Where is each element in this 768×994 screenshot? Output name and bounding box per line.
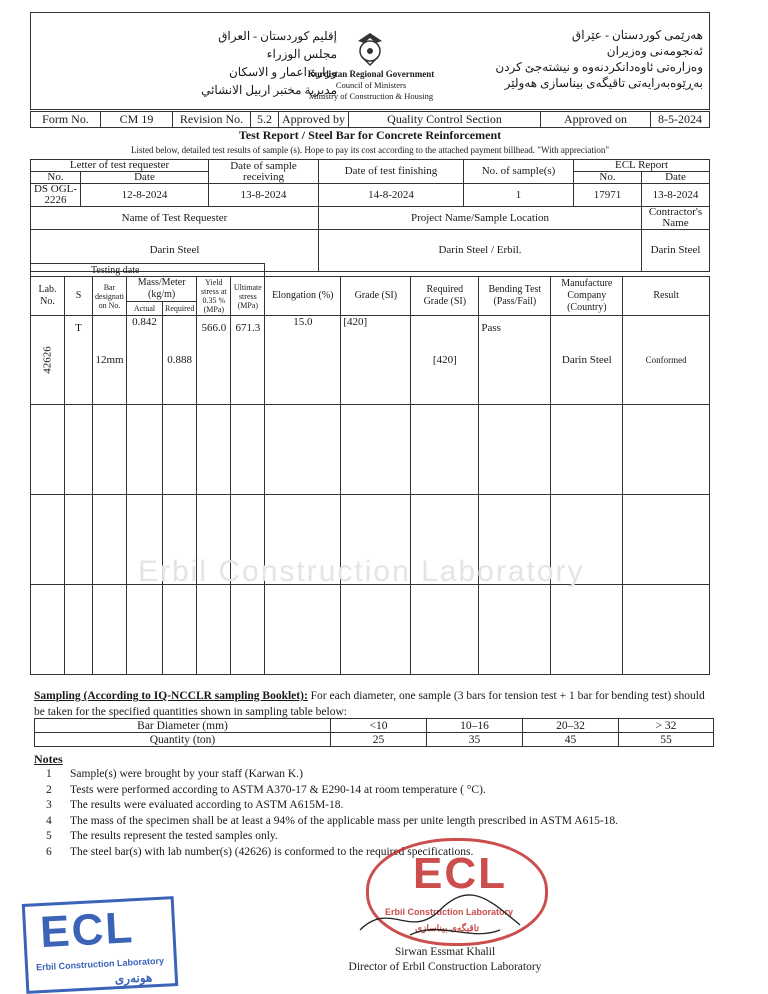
blue-stamp-sub: هونەری (114, 970, 153, 987)
samples-label: No. of sample(s) (464, 160, 574, 184)
table-row (31, 405, 710, 495)
header-line: Ministry of Construction & Housing (308, 91, 434, 101)
qty-cell: 55 (619, 733, 714, 747)
manufacturer-value: Darin Steel (551, 316, 623, 405)
diam-label: Bar Diameter (mm) (35, 719, 331, 733)
table-row (31, 316, 710, 405)
note-item: 6 The steel bar(s) with lab number(s) (42626) is conformed to the required specifications. (46, 845, 474, 858)
col-required: Required (163, 302, 197, 316)
col-req-grade: Required Grade (SI) (411, 277, 479, 316)
krg-emblem-icon (350, 29, 390, 69)
krg-header (276, 29, 466, 102)
diam-cell: <10 (331, 719, 427, 733)
signature-icon (350, 880, 540, 950)
contractor-label: Contractor's Name (642, 207, 710, 230)
col-mass: Mass/Meter (kg/m) (127, 277, 197, 302)
note-item: 2 Tests were performed according to ASTM A370-17 & E290-14 at room temperature ( °C). (46, 783, 486, 796)
request-info-table (30, 159, 710, 272)
ecl-date: 13-8-2024 (642, 184, 710, 207)
letter-label: Letter of test requester (31, 160, 209, 172)
project: Darin Steel / Erbil. (319, 230, 642, 272)
red-stamp-sub: تاقیگەی بیناسازی (415, 923, 479, 933)
red-stamp-text: Erbil Construction Laboratory (385, 907, 514, 917)
col-manufacturer: Manufacture Company (Country) (551, 277, 623, 316)
sampling-heading: Sampling (According to IQ-NCCLR sampling Booklet): (34, 690, 308, 702)
sampling-text (34, 688, 714, 720)
form-no: CM 19 (101, 112, 173, 128)
revision-label: Revision No. (173, 112, 251, 128)
note-item: 3 The results were evaluated according to ASTM A615M-18. (46, 799, 344, 811)
signatory-name: Sirwan Essmat Khalil (394, 946, 496, 958)
requester-label: Name of Test Requester (31, 207, 319, 230)
qty-cell: 25 (331, 733, 427, 747)
col-yield: Yield stress at 0.35 % (MPa) (197, 277, 231, 316)
receiving-date: 13-8-2024 (209, 184, 319, 207)
diam-cell: 20–32 (523, 719, 619, 733)
grade-value: [420] (341, 316, 411, 405)
header-line: Council of Ministers (335, 80, 407, 90)
diam-cell: 10–16 (427, 719, 523, 733)
approved-by-label: Approved by (279, 112, 349, 128)
letter-date: 12-8-2024 (81, 184, 209, 207)
ecl-no: 17971 (574, 184, 642, 207)
receiving-label: Date of sample receiving (209, 160, 319, 184)
note-item: 4 The mass of the specimen shall be at least a 94% of the applicable mass per unite length prescribed in ASTM A615-18. (46, 814, 619, 827)
finishing-date: 14-8-2024 (319, 184, 464, 207)
col-bending: Bending Test (Pass/Fail) (479, 277, 551, 316)
letterhead (30, 12, 710, 110)
watermark: Erbil Construction Laboratory (138, 555, 585, 588)
table-row (31, 585, 710, 675)
lab-no-cell (31, 316, 65, 405)
letter-date-label: Date (81, 172, 209, 184)
signature-block (340, 945, 550, 975)
approved-by: Quality Control Section (349, 112, 541, 128)
diam-cell: > 32 (619, 719, 714, 733)
note-item: 1 Sample(s) were brought by your staff (Karwan K.) (46, 768, 303, 780)
elongation-value: 15.0 (265, 316, 341, 405)
kurdish-header (493, 27, 703, 91)
ecl-label: ECL Report (574, 160, 710, 172)
yield-value: 566.0 (197, 316, 231, 405)
blue-stamp (22, 896, 179, 994)
contractor: Darin Steel (642, 230, 710, 272)
col-result: Result (623, 277, 710, 316)
col-elongation: Elongation (%) (265, 277, 341, 316)
qty-cell: 45 (523, 733, 619, 747)
form-info-row (30, 111, 710, 128)
ecl-no-label: No. (574, 172, 642, 184)
col-s: S (65, 277, 93, 316)
header-line: هەرێمی کوردستان - عێراق (571, 28, 703, 42)
header-line: مديرية مختبر اربيل الانشائي (201, 83, 337, 97)
header-line: ئەنجومەنی وەزیران (606, 44, 703, 58)
lab-no: 42626 (41, 346, 54, 374)
signatory-title: Director of Erbil Construction Laboratory (348, 961, 542, 973)
col-lab-no: Lab. No. (31, 277, 65, 316)
header-line: وەزارەتی ئاوەدانکردنەوە و نیشتەجێ کردن (495, 60, 703, 74)
bar-value: 12mm (93, 316, 127, 405)
sample-count: 1 (464, 184, 574, 207)
bending-value: Pass (479, 316, 551, 405)
notes-list (46, 767, 726, 860)
req-grade-value: [420] (411, 316, 479, 405)
notes-heading: Notes (34, 752, 63, 766)
required-mass: 0.888 (163, 316, 197, 405)
col-bar: Bar designati on No. (93, 277, 127, 316)
report-title: Test Report / Steel Bar for Concrete Reinforcement (238, 128, 502, 142)
blue-stamp-logo: ECL (38, 903, 136, 958)
results-table (30, 263, 710, 675)
report-subtitle: Listed below, detailed test results of sample (s). Hope to pay its cost according to the attached payment billhead. "With appreciation" (130, 145, 609, 155)
ultimate-value: 671.3 (231, 316, 265, 405)
header-line: وزارة اعمار و الاسكان (228, 65, 337, 79)
s-value: T (65, 316, 93, 405)
sampling-body: For each diameter, one sample (3 bars for tension test + 1 bar for bending test) should be taken for the specified quantities shown in sampling table below: (34, 690, 705, 718)
approved-on-label: Approved on (541, 112, 651, 128)
red-stamp-logo: ECL (413, 849, 507, 898)
header-line: إقليم كوردستان - العراق (218, 29, 337, 43)
actual-mass: 0.842 (127, 316, 163, 405)
col-actual: Actual (127, 302, 163, 316)
header-line: مجلس الوزراء (266, 47, 337, 61)
finishing-label: Date of test finishing (319, 160, 464, 184)
sampling-table (34, 718, 714, 747)
requester: Darin Steel (31, 230, 319, 272)
header-title: Kurdistan Regional Government (307, 69, 435, 79)
qty-label: Quantity (ton) (35, 733, 331, 747)
testing-date-blank (265, 264, 710, 277)
letter-no-label: No. (31, 172, 81, 184)
note-item: 5 The results represent the tested samples only. (46, 830, 278, 842)
testing-date-label: Testing date (31, 264, 265, 277)
qty-cell: 35 (427, 733, 523, 747)
header-line: بەڕێوەبەرایەتی تاقیگەی بیناسازی هەولێر (504, 76, 703, 90)
ecl-date-label: Date (642, 172, 710, 184)
revision: 5.2 (251, 112, 279, 128)
result-value: Conformed (623, 316, 710, 405)
approved-on: 8-5-2024 (651, 112, 710, 128)
project-label: Project Name/Sample Location (319, 207, 642, 230)
col-ultimate: Ultimate stress (MPa) (231, 277, 265, 316)
blue-stamp-text: Erbil Construction Laboratory (35, 955, 165, 973)
col-grade: Grade (SI) (341, 277, 411, 316)
form-no-label: Form No. (31, 112, 101, 128)
letter-no: DS OGL-2226 (31, 184, 81, 207)
